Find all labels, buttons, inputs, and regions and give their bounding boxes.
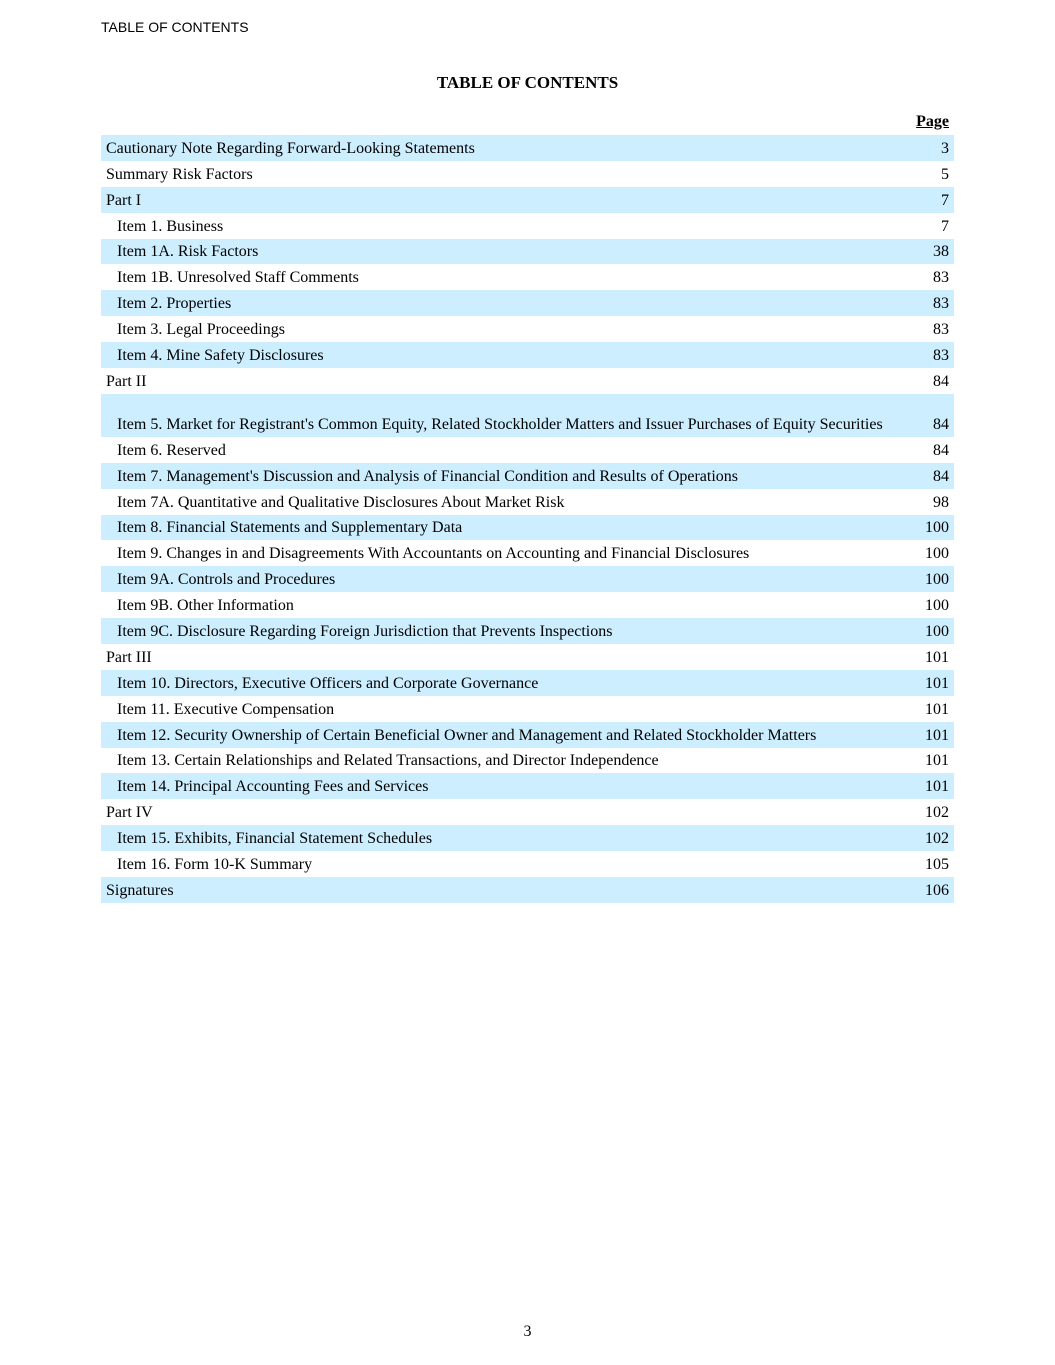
toc-row[interactable]: [101, 877, 954, 903]
toc-entry-page: 84: [933, 467, 949, 485]
footer-page-number: 3: [523, 1323, 532, 1340]
toc-entry-page: 100: [925, 545, 949, 563]
toc-row[interactable]: [101, 239, 954, 265]
toc-row[interactable]: [101, 264, 954, 290]
toc-entry-label: Item 4. Mine Safety Disclosures: [117, 347, 324, 365]
toc-entry-page: 101: [925, 674, 949, 692]
toc-entry-label: Item 1. Business: [117, 217, 224, 235]
toc-entry-label: Part II: [106, 372, 147, 390]
toc-row[interactable]: [101, 515, 954, 541]
toc-entry-page: 101: [925, 726, 949, 744]
toc-entry-page: 100: [925, 571, 949, 589]
toc-entry-label: Part I: [106, 191, 142, 209]
toc-link[interactable]: TABLE OF CONTENTS: [101, 19, 249, 35]
toc-entry-page: 84: [933, 372, 949, 390]
toc-entry-page: 83: [933, 295, 949, 313]
toc-entry-label: Item 9A. Controls and Procedures: [117, 571, 336, 589]
toc-entry-label: Item 9C. Disclosure Regarding Foreign Jurisdiction that Prevents Inspections: [117, 623, 613, 641]
toc-entry-label: Item 11. Executive Compensation: [117, 700, 335, 718]
toc-entry-page: 100: [925, 519, 949, 537]
page-column-header: Page: [916, 113, 949, 130]
toc-entry-label: Part IV: [106, 804, 153, 822]
toc-row[interactable]: [101, 213, 954, 239]
toc-row[interactable]: [101, 696, 954, 722]
toc-row[interactable]: [101, 722, 954, 748]
toc-entry-page: 84: [933, 415, 949, 433]
toc-entry-label: Item 13. Certain Relationships and Related Transactions, and Director Independence: [117, 752, 659, 770]
toc-entry-label: Item 6. Reserved: [117, 441, 226, 459]
toc-entry-label: Item 8. Financial Statements and Supplementary Data: [117, 519, 463, 537]
toc-entry-page: 3: [941, 139, 949, 157]
toc-entry-page: 101: [925, 752, 949, 770]
toc-entry-page: 102: [925, 830, 949, 848]
toc-row[interactable]: [101, 187, 954, 213]
toc-entry-label: Signatures: [106, 881, 174, 899]
toc-entry-label: Item 2. Properties: [117, 295, 232, 313]
toc-table: [101, 135, 954, 903]
toc-entry-page: 102: [925, 804, 949, 822]
toc-row[interactable]: [101, 437, 954, 463]
toc-row[interactable]: [101, 368, 954, 394]
toc-row[interactable]: [101, 342, 954, 368]
toc-entry-label: Item 10. Directors, Executive Officers and Corporate Governance: [117, 674, 539, 692]
toc-row[interactable]: [101, 489, 954, 515]
toc-entry-page: 38: [933, 243, 949, 261]
toc-row[interactable]: [101, 851, 954, 877]
toc-entry-page: 5: [941, 165, 949, 183]
toc-row[interactable]: [101, 799, 954, 825]
toc-row[interactable]: [101, 773, 954, 799]
toc-entry-label: Summary Risk Factors: [106, 165, 253, 183]
toc-row[interactable]: [101, 161, 954, 187]
toc-entry-page: 7: [941, 217, 949, 235]
toc-entry-page: 101: [925, 778, 949, 796]
toc-row[interactable]: [101, 644, 954, 670]
toc-row[interactable]: [101, 592, 954, 618]
toc-entry-label: Item 16. Form 10-K Summary: [117, 856, 313, 874]
toc-row[interactable]: [101, 135, 954, 161]
toc-entry-label: Item 7A. Quantitative and Qualitative Disclosures About Market Risk: [117, 493, 565, 511]
toc-entry-label: Item 1B. Unresolved Staff Comments: [117, 269, 359, 287]
toc-entry-page: 105: [925, 856, 949, 874]
page-title: TABLE OF CONTENTS: [436, 73, 619, 92]
toc-entry-label: Item 9B. Other Information: [117, 597, 294, 615]
toc-entry-label: Item 15. Exhibits, Financial Statement Schedules: [117, 830, 433, 848]
toc-entry-label: Item 3. Legal Proceedings: [117, 321, 285, 339]
toc-entry-page: 7: [941, 191, 949, 209]
toc-entry-page: 98: [933, 493, 949, 511]
toc-entry-label: Item 14. Principal Accounting Fees and Services: [117, 778, 429, 796]
toc-entry-page: 83: [933, 269, 949, 287]
toc-row[interactable]: [101, 463, 954, 489]
toc-row[interactable]: [101, 825, 954, 851]
toc-row[interactable]: [101, 748, 954, 774]
toc-entry-page: 84: [933, 441, 949, 459]
toc-entry-page: 83: [933, 347, 949, 365]
toc-entry-page: 106: [925, 881, 949, 899]
toc-row[interactable]: [101, 290, 954, 316]
toc-entry-label: Item 9. Changes in and Disagreements With Accountants on Accounting and Financial Disclosures: [117, 545, 750, 563]
toc-row[interactable]: [101, 540, 954, 566]
toc-row[interactable]: [101, 618, 954, 644]
toc-entry-label: Part III: [106, 648, 152, 666]
toc-entry-page: 101: [925, 648, 949, 666]
toc-row[interactable]: [101, 566, 954, 592]
toc-entry-page: 101: [925, 700, 949, 718]
toc-entry-label: Cautionary Note Regarding Forward-Looking Statements: [106, 139, 475, 157]
toc-entry-page: 100: [925, 597, 949, 615]
toc-row[interactable]: [101, 670, 954, 696]
toc-entry-label: Item 7. Management's Discussion and Analysis of Financial Condition and Results of Operations: [117, 467, 739, 485]
toc-row[interactable]: [101, 394, 954, 437]
toc-entry-label: Item 1A. Risk Factors: [117, 243, 259, 261]
toc-entry-page: 100: [925, 623, 949, 641]
toc-entry-label: Item 12. Security Ownership of Certain Beneficial Owner and Management and Related Stockholder Matters: [117, 726, 817, 744]
toc-row[interactable]: [101, 316, 954, 342]
toc-entry-label: Item 5. Market for Registrant's Common Equity, Related Stockholder Matters and Issuer Purchases of Equity Securities: [117, 415, 883, 433]
toc-entry-page: 83: [933, 321, 949, 339]
